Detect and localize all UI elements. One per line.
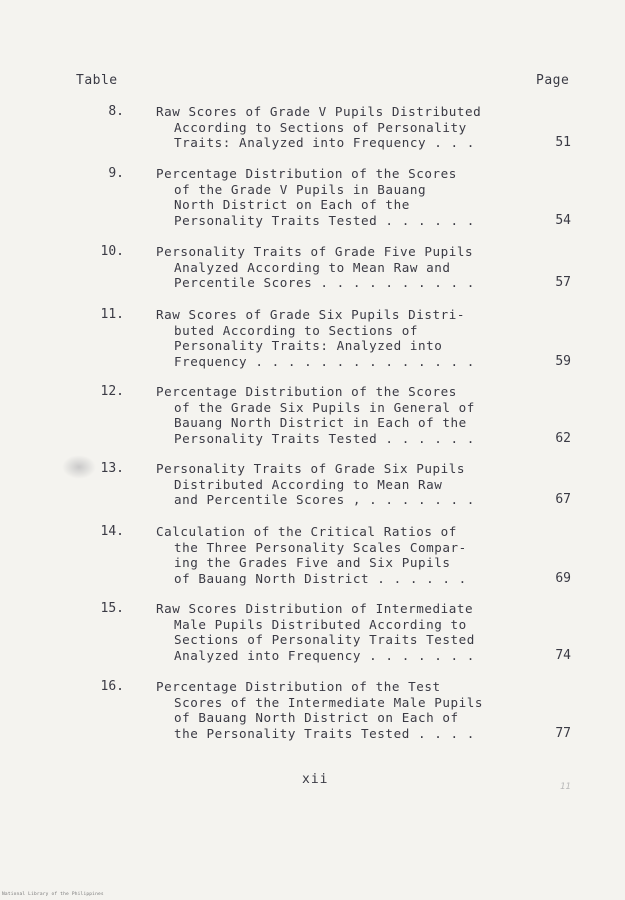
title-line: Personality Traits Tested . . . . . . [174, 430, 475, 446]
title-line: Percentage Distribution of the Scores [156, 384, 457, 399]
table-title [156, 601, 521, 663]
table-number: 12. [100, 384, 124, 399]
title-line: Analyzed into Frequency . . . . . . . [174, 647, 475, 663]
title-line: Analyzed According to Mean Raw and [174, 259, 451, 275]
page-ref: 51 [555, 135, 571, 150]
title-line: Frequency . . . . . . . . . . . . . . [174, 353, 475, 369]
pencil-mark: 11 [560, 782, 571, 792]
title-line: buted According to Sections of [174, 322, 418, 338]
table-number: 15. [100, 601, 124, 616]
title-line: Male Pupils Distributed According to [174, 616, 467, 632]
table-number: 8. [108, 104, 124, 119]
table-number: 14. [100, 524, 124, 539]
page-ref: 62 [555, 430, 571, 446]
title-line: Percentage Distribution of the Scores [156, 166, 457, 181]
table-title [156, 384, 521, 446]
title-line: Personality Traits of Grade Five Pupils [156, 244, 474, 259]
table-number: 9. [108, 166, 124, 181]
title-line: of Bauang North District . . . . . . [174, 570, 467, 586]
table-number: 16. [100, 679, 124, 694]
title-line: Traits: Analyzed into Frequency . . . [174, 135, 475, 150]
table-number: 10. [100, 244, 124, 259]
title-line: Raw Scores of Grade Six Pupils Distri- [156, 307, 466, 322]
title-line: of the Grade Six Pupils in General of [174, 399, 475, 415]
title-line: Personality Traits Tested . . . . . . [174, 212, 475, 228]
title-line: Raw Scores of Grade V Pupils Distributed [156, 104, 482, 119]
title-line: Personality Traits: Analyzed into [174, 338, 443, 353]
title-line: North District on Each of the [174, 197, 410, 212]
table-title [156, 244, 521, 291]
table-column-header: Table [76, 73, 118, 88]
table-title [156, 104, 521, 151]
title-line: Percentage Distribution of the Test [156, 679, 441, 694]
title-line: the Personality Traits Tested . . . . [174, 725, 475, 741]
table-title [156, 461, 521, 508]
title-line: Bauang North District in Each of the [174, 415, 467, 430]
title-line: the Three Personality Scales Compar- [174, 539, 467, 555]
table-number: 13. [100, 461, 124, 476]
title-line: of Bauang North District on Each of [174, 710, 459, 725]
table-title [156, 166, 521, 228]
title-line: Percentile Scores . . . . . . . . . . [174, 275, 475, 290]
title-line: Personality Traits of Grade Six Pupils [156, 461, 466, 476]
title-line: Sections of Personality Traits Tested [174, 632, 475, 647]
scan-credit: National Library of the Philippines [2, 892, 104, 897]
table-title [156, 307, 521, 369]
title-line: of the Grade V Pupils in Bauang [174, 181, 427, 197]
title-line: ing the Grades Five and Six Pupils [174, 555, 451, 570]
table-number: 11. [100, 307, 124, 322]
page-number: xii [302, 772, 329, 787]
page-ref: 77 [555, 725, 571, 741]
table-title [156, 524, 521, 586]
page-ref: 74 [555, 647, 571, 663]
ink-smudge [62, 455, 96, 479]
page-ref: 69 [555, 570, 571, 586]
page-ref: 57 [555, 275, 571, 290]
page-column-header: Page [536, 73, 570, 88]
page-ref: 67 [555, 492, 571, 507]
title-line: and Percentile Scores , . . . . . . . [174, 492, 475, 507]
page-ref: 59 [555, 353, 571, 369]
title-line: Calculation of the Critical Ratios of [156, 524, 457, 539]
table-title [156, 679, 521, 741]
title-line: Distributed According to Mean Raw [174, 476, 443, 492]
title-line: Scores of the Intermediate Male Pupils [174, 694, 484, 710]
page-ref: 54 [555, 212, 571, 228]
title-line: According to Sections of Personality [174, 119, 467, 135]
title-line: Raw Scores Distribution of Intermediate [156, 601, 474, 616]
